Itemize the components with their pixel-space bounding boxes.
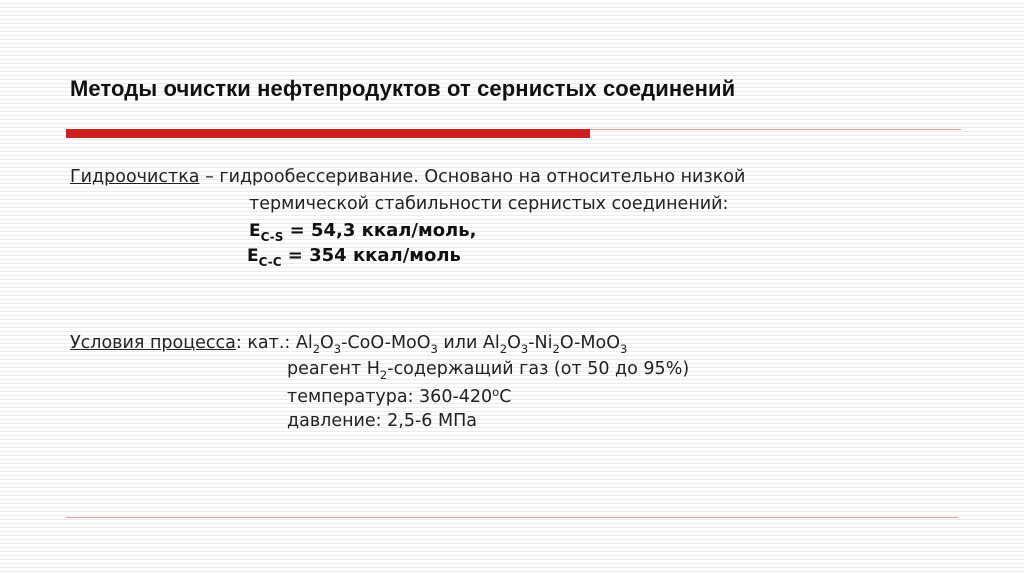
bottom-divider	[66, 517, 958, 518]
energy-cc-value: = 354 ккал/моль	[281, 245, 461, 266]
conditions-colon: :	[235, 333, 248, 353]
catalyst-1: $Al_2O_3-CoO-MoO_3$	[295, 333, 438, 356]
conditions-reagent: реагент $H_2$-содержащий газ (от 50 до 95%)	[287, 359, 690, 382]
energy-cc-subscript: C-C	[258, 255, 282, 269]
hydro-line-2: термической стабильности сернистых соединений:	[249, 194, 729, 214]
conditions-label: Условия процесса	[70, 333, 236, 353]
energy-cs-line	[249, 220, 476, 244]
catalyst-or: или	[437, 333, 483, 353]
catalyst-2: $Al_2O_3-Ni_2O-MoO_3$	[482, 333, 628, 356]
conditions-temperature: температура: $360-420^оС$	[287, 385, 512, 407]
hydro-definition-1: – гидрообессеривание. Основано на относительно низкой	[199, 167, 746, 187]
hydro-line-1	[70, 167, 745, 187]
conditions-line-1	[70, 333, 627, 356]
energy-cs-value: = 54,3 ккал/моль,	[283, 220, 477, 241]
slide-title: Методы очистки нефтепродуктов от сернистых соединений	[70, 76, 736, 101]
conditions-pressure: давление: 2,5-6 МПа	[287, 411, 477, 431]
title-underline-thin	[590, 129, 961, 130]
catalyst-prefix: кат.:	[247, 333, 296, 353]
title-underline-red	[66, 129, 590, 138]
energy-cs-symbol: E	[249, 221, 261, 241]
energy-cs-subscript: C-S	[260, 230, 284, 244]
hydro-term: Гидроочистка	[70, 167, 200, 187]
energy-cc-line	[247, 245, 461, 269]
energy-cc-symbol: E	[247, 246, 259, 266]
